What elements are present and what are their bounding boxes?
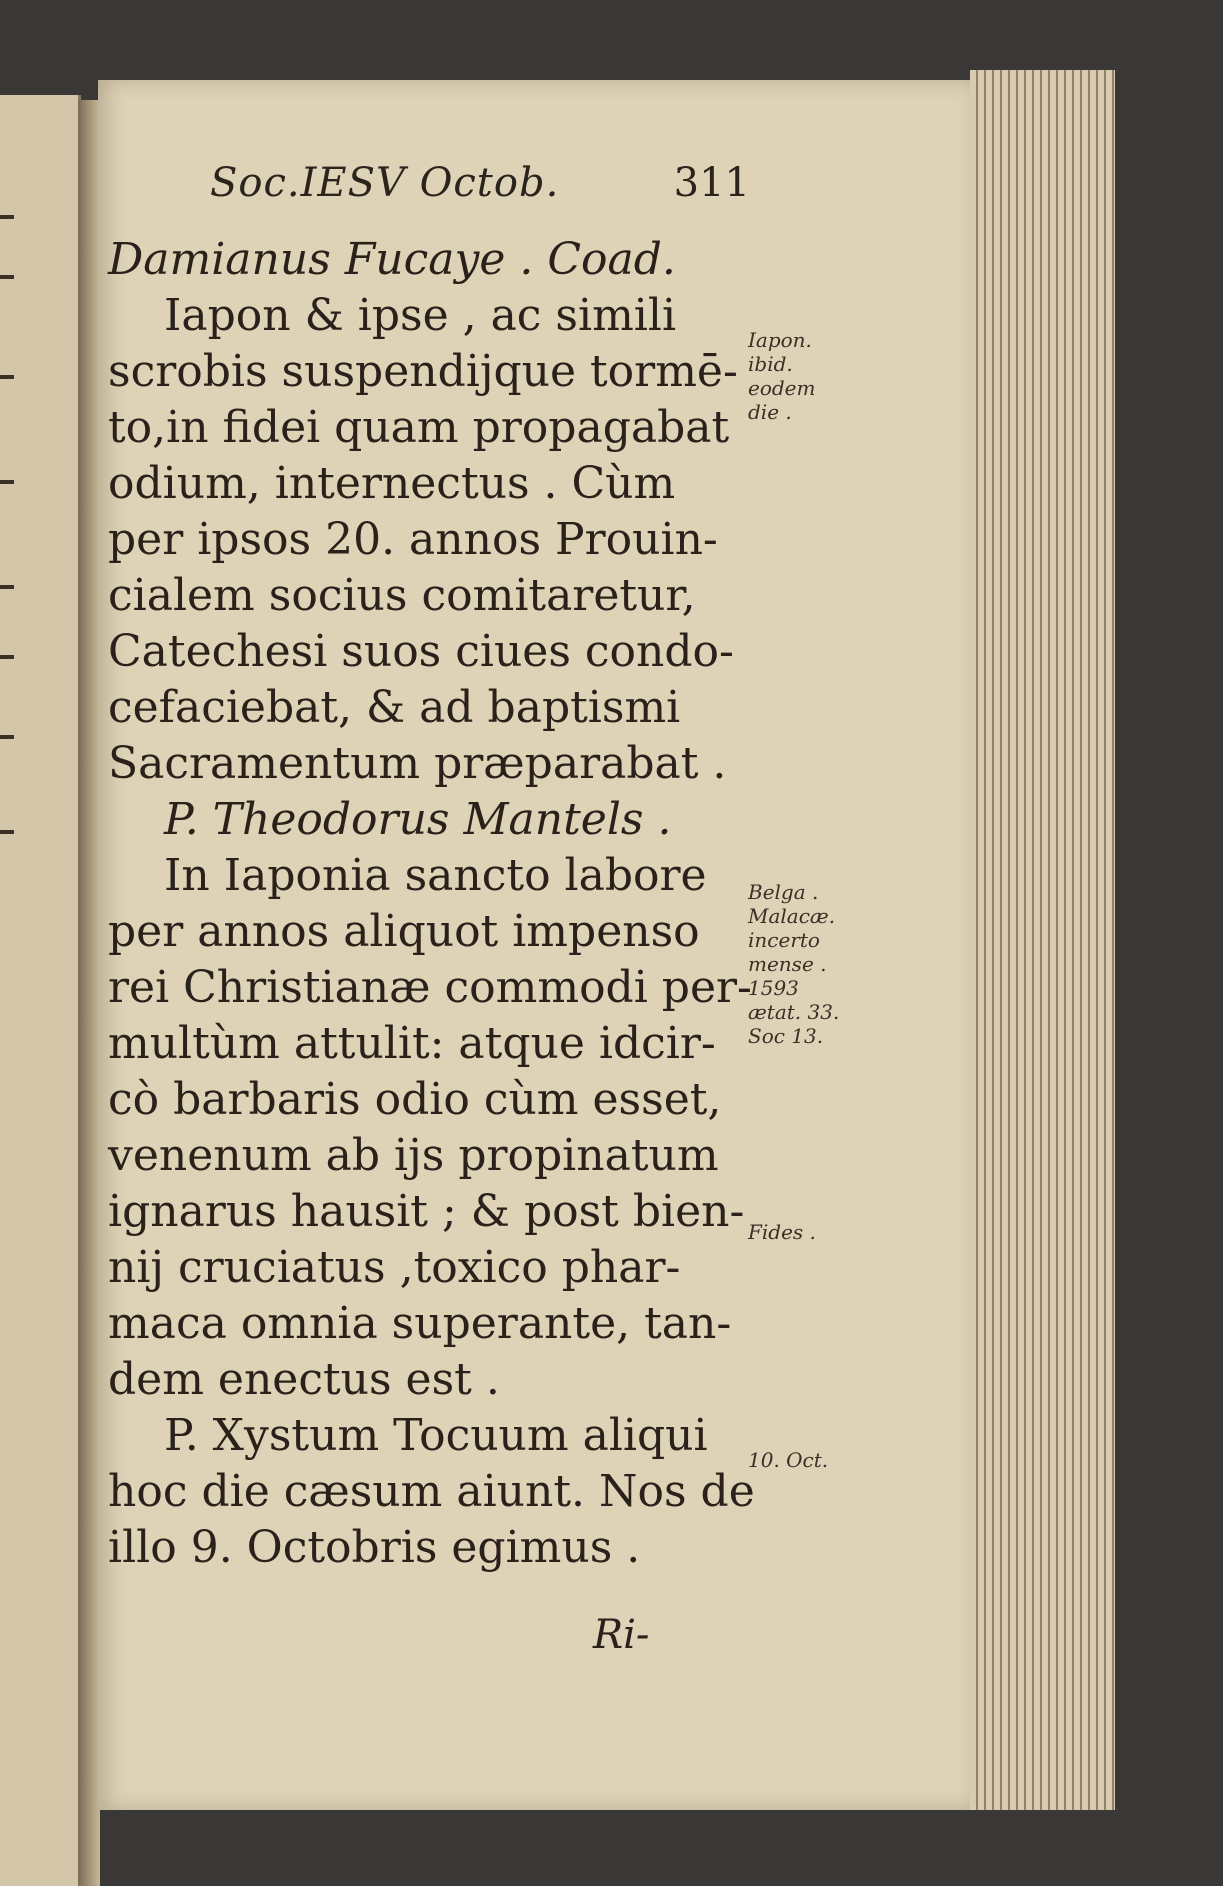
text-line: cò barbaris odio cùm esset, — [108, 1074, 722, 1125]
text-line: to,in fidei quam propagabat — [108, 402, 730, 453]
page-number: 311 — [673, 160, 750, 206]
running-title: Soc.IESV Octob. — [210, 160, 560, 206]
catchword: Ri- — [593, 1612, 650, 1658]
marginal-note-3 — [748, 1220, 898, 1244]
left-page-edge — [0, 95, 81, 1886]
text-line: Iapon & ipse , ac simili — [164, 290, 677, 341]
text-line: P. Theodorus Mantels . — [164, 794, 672, 845]
marginal-line: ibid. — [748, 352, 793, 376]
book-gutter — [78, 100, 100, 1886]
marginal-line: Belga . — [748, 880, 819, 904]
text-line: per annos aliquot impenso — [108, 906, 700, 957]
text-line: dem enectus est . — [108, 1354, 500, 1405]
marginal-line: die . — [748, 400, 792, 424]
text-line: P. Xystum Tocuum aliqui — [164, 1410, 708, 1461]
text-line: cefaciebat, & ad baptismi — [108, 682, 681, 733]
ink-fragment — [0, 375, 14, 379]
book-cover-edge — [1115, 60, 1223, 1886]
marginal-line: Iapon. — [748, 328, 812, 352]
marginal-note-1 — [748, 328, 898, 424]
marginal-line: mense . — [748, 952, 827, 976]
text-line: Damianus Fucaye . Coad. — [108, 234, 676, 285]
ink-fragment — [0, 480, 14, 484]
text-line: odium, internectus . Cùm — [108, 458, 676, 509]
ink-fragment — [0, 655, 14, 659]
marginal-line: ætat. 33. — [748, 1000, 840, 1024]
ink-fragment — [0, 585, 14, 589]
marginal-line: Soc 13. — [748, 1024, 824, 1048]
text-line: hoc die cæsum aiunt. Nos de — [108, 1466, 755, 1517]
marginal-line: eodem — [748, 376, 816, 400]
text-line: cialem socius comitaretur, — [108, 570, 696, 621]
text-line: venenum ab ijs propinatum — [108, 1130, 719, 1181]
text-line: Sacramentum præparabat . — [108, 738, 727, 789]
marginal-line: Fides . — [748, 1220, 816, 1244]
text-line: In Iaponia sancto labore — [164, 850, 707, 901]
marginal-line: Malacæ. — [748, 904, 836, 928]
body-text — [108, 232, 755, 1576]
ink-fragment — [0, 735, 14, 739]
text-line: Catechesi suos ciues condo- — [108, 626, 734, 677]
ink-fragment — [0, 830, 14, 834]
text-line: maca omnia superante, tan- — [108, 1298, 732, 1349]
marginal-note-4 — [748, 1448, 898, 1472]
text-line: rei Christianæ commodi per- — [108, 962, 752, 1013]
ink-fragment — [0, 275, 14, 279]
ink-fragment — [0, 215, 14, 219]
marginal-line: 1593 — [748, 976, 799, 1000]
marginal-note-2 — [748, 880, 898, 1048]
text-line: multùm attulit: atque idcir- — [108, 1018, 716, 1069]
text-line: scrobis suspendijque tormē- — [108, 346, 738, 397]
text-line: per ipsos 20. annos Prouin- — [108, 514, 718, 565]
text-line: nij cruciatus ,toxico phar- — [108, 1242, 681, 1293]
page-edges — [970, 70, 1119, 1810]
text-line: illo 9. Octobris egimus . — [108, 1522, 641, 1573]
marginal-line: incerto — [748, 928, 820, 952]
running-header — [210, 160, 750, 220]
marginal-line: 10. Oct. — [748, 1448, 829, 1472]
text-line: ignarus hausit ; & post bien- — [108, 1186, 745, 1237]
